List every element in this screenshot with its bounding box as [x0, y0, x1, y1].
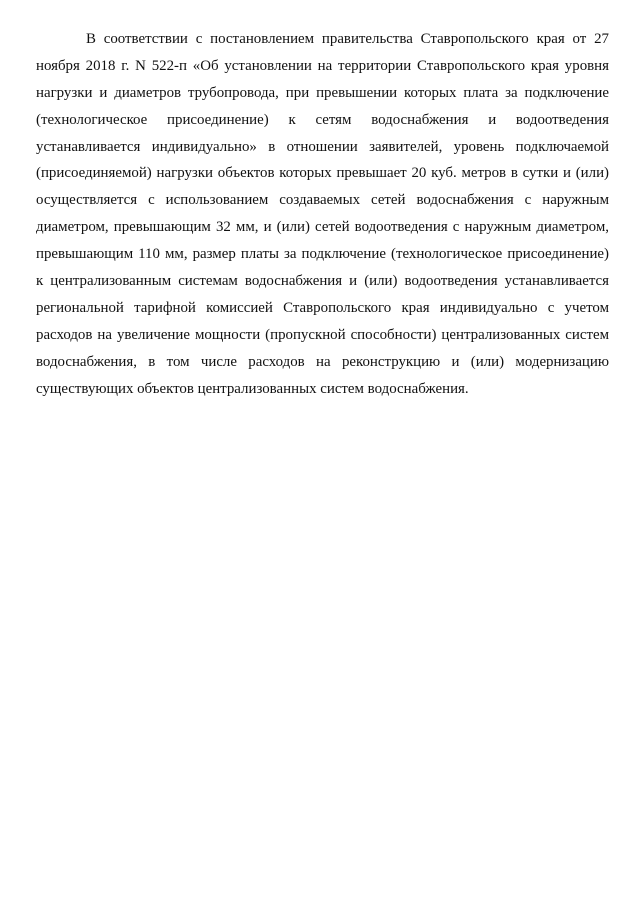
paragraph-line: диаметром, превышающим 32 мм, и (или) сетей водоотведения с наружным диаметром,: [36, 219, 609, 236]
paragraph-line: расходов на увеличение мощности (пропускной способности) централизованных систем: [36, 326, 609, 343]
paragraph-line: превышающим 110 мм, размер платы за подключение (технологическое присоединение): [36, 246, 609, 263]
paragraph-line: (технологическое присоединение) к сетям водоснабжения и водоотведения: [36, 111, 609, 128]
paragraph-line: к централизованным системам водоснабжения и (или) водоотведения устанавливается: [36, 273, 609, 290]
paragraph-line: региональной тарифной комиссией Ставропольского края индивидуально с учетом: [36, 299, 609, 316]
body-paragraph: [36, 26, 609, 402]
paragraph-line: (присоединяемой) нагрузки объектов которых превышает 20 куб. метров в сутки и (или): [36, 165, 609, 182]
paragraph-line: осуществляется с использованием создаваемых сетей водоснабжения с наружным: [36, 192, 609, 209]
paragraph-line: водоснабжения, в том числе расходов на реконструкцию и (или) модернизацию: [36, 353, 609, 370]
paragraph-line: существующих объектов централизованных систем водоснабжения.: [36, 380, 469, 397]
paragraph-line: В соответствии с постановлением правительства Ставропольского края от 27: [86, 31, 609, 47]
paragraph-line: ноября 2018 г. N 522-п «Об установлении на территории Ставропольского края уровня: [36, 57, 609, 74]
paragraph-line: устанавливается индивидуально» в отношении заявителей, уровень подключаемой: [36, 138, 609, 155]
paragraph-line: нагрузки и диаметров трубопровода, при превышении которых плата за подключение: [36, 84, 609, 101]
